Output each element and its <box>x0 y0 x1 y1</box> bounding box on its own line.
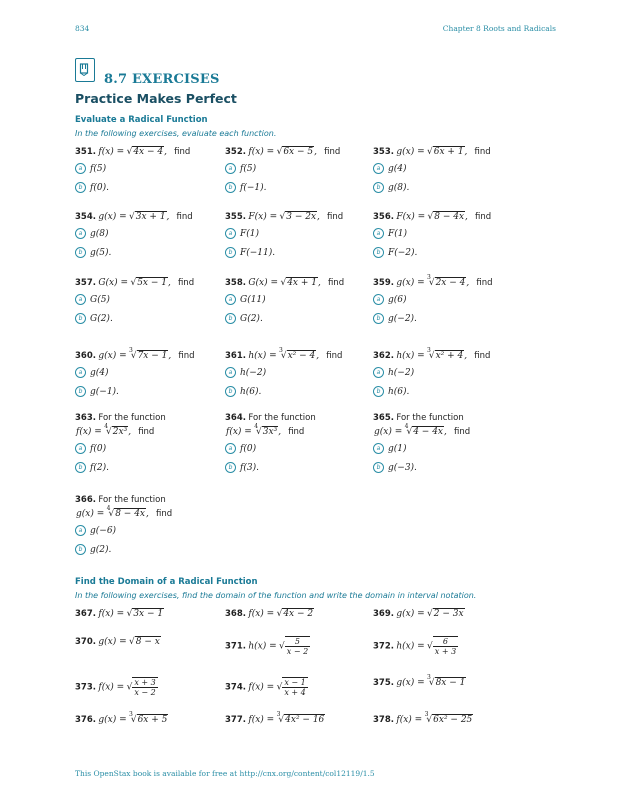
practice-heading: Practice Makes Perfect <box>75 91 237 106</box>
numerator: 6 <box>433 637 458 647</box>
part-b-icon: b <box>225 313 236 324</box>
find-label: find <box>177 278 195 288</box>
part-a-icon: a <box>75 525 86 536</box>
part-b: g(2). <box>90 545 112 555</box>
part-b-icon: b <box>75 386 86 397</box>
exercise-number: 368. <box>225 609 246 619</box>
function-name: g(x) = <box>98 715 127 725</box>
denominator: x − 2 <box>134 688 156 697</box>
exercise-354: 354. g(x) = √3x + 1, find a g(8) b g(5). <box>75 212 193 258</box>
root-index: 4 <box>106 505 111 512</box>
part-b-icon: b <box>373 182 384 193</box>
for-function-label: For the function <box>396 413 464 423</box>
part-b: f(0). <box>90 183 109 193</box>
exercise-number: 351. <box>75 147 96 157</box>
exercise-number: 362. <box>373 351 394 361</box>
section-title: 8.7 EXERCISES <box>104 72 220 87</box>
radicand: 3 − 2x <box>286 212 317 222</box>
part-b: g(−3). <box>388 463 417 473</box>
part-b: F(−2). <box>388 248 418 258</box>
part-b: F(−11). <box>240 248 276 258</box>
part-b: g(−2). <box>388 314 417 324</box>
function-name: g(x) = <box>98 637 127 647</box>
part-a: g(4) <box>90 368 109 378</box>
fraction <box>282 677 307 697</box>
part-a-icon: a <box>225 367 236 378</box>
part-a-icon: a <box>225 294 236 305</box>
part-b-icon: b <box>373 386 384 397</box>
exercise-365: 365. For the function g(x) = $^4$√4 − 4x, find a g(1) b g(−3). <box>373 413 471 473</box>
group2-instruction: In the following exercises, find the domain of the function and write the domain in interval notation. <box>75 591 477 600</box>
part-b-icon: b <box>373 313 384 324</box>
exercise-number: 377. <box>225 715 246 725</box>
exercise-number: 356. <box>373 212 394 222</box>
find-label: find <box>327 212 344 222</box>
part-b-icon: b <box>75 544 86 555</box>
root-index: 3 <box>129 711 133 718</box>
function-name: h(x) = <box>248 351 277 361</box>
radicand: 8 − 4x <box>115 509 146 519</box>
radicand: 4x − 2 <box>283 609 314 619</box>
exercise-368: 368. f(x) = √4x − 2 <box>225 609 314 619</box>
radicand: 5x − 1 <box>137 278 167 288</box>
for-function-label: For the function <box>98 495 166 505</box>
function-name: F(x) = <box>248 212 278 222</box>
fraction <box>433 636 458 656</box>
part-a-icon: a <box>75 294 86 305</box>
root-index: 3 <box>427 347 431 354</box>
part-b-icon: b <box>75 247 86 258</box>
part-a: g(8) <box>90 229 109 239</box>
part-a-icon: a <box>373 443 384 454</box>
exercise-375: 375. g(x) = $^3$√8x − 1 <box>373 674 466 688</box>
part-a-icon: a <box>373 294 384 305</box>
function-name: f(x) = <box>248 147 275 157</box>
function-name: g(x) = <box>374 427 403 437</box>
function-name: f(x) = <box>98 147 125 157</box>
find-label: find <box>178 351 195 361</box>
exercise-number: 363. <box>75 413 96 423</box>
function-name: g(x) = <box>396 678 425 688</box>
exercise-number: 355. <box>225 212 246 222</box>
exercise-number: 353. <box>373 147 394 157</box>
radicand: 4x − 4 <box>133 147 164 157</box>
part-b-icon: b <box>75 313 86 324</box>
exercise-359: 359. g(x) = $^3$√2x − 4, find a g(6) b g(−2). <box>373 274 493 324</box>
part-b: G(2). <box>90 314 113 324</box>
exercise-358: 358. G(x) = √4x + 1, find a G(11) b G(2). <box>225 278 345 324</box>
fraction <box>132 677 157 697</box>
function-name: g(x) = <box>76 509 105 519</box>
group1-instruction: In the following exercises, evaluate each function. <box>75 129 277 138</box>
part-a-icon: a <box>75 367 86 378</box>
exercise-372: 372. h(x) = √ $\frac{6}{x + 3}$ <box>373 637 457 656</box>
part-b: f(−1). <box>240 183 267 193</box>
part-b-icon: b <box>225 462 236 473</box>
exercise-361: 361. h(x) = $^3$√x² − 4, find a h(−2) b h(6). <box>225 347 343 397</box>
function-name: f(x) = <box>98 609 125 619</box>
function-name: h(x) = <box>248 641 277 652</box>
group2-heading: Find the Domain of a Radical Function <box>75 577 258 587</box>
footer-note: This OpenStax book is available for free at http://cnx.org/content/col12119/1.5 <box>75 769 375 778</box>
radicand: 2x − 4 <box>435 278 466 288</box>
part-b: G(2). <box>240 314 263 324</box>
pencil-icon <box>75 58 95 82</box>
root-index: 3 <box>424 711 429 718</box>
find-label: find <box>174 147 191 157</box>
exercise-351: 351. f(x) = √4x − 4, find a f(5) b f(0). <box>75 147 191 193</box>
function-name: f(x) = <box>248 609 275 619</box>
exercise-number: 369. <box>373 609 394 619</box>
part-a-icon: a <box>225 163 236 174</box>
part-a: f(5) <box>90 164 107 174</box>
part-a: f(0) <box>90 444 107 454</box>
exercise-353: 353. g(x) = √6x + 1, find a g(4) b g(8). <box>373 147 491 193</box>
exercise-364: 364. For the function f(x) = $^4$√3x³, find a f(0) b f(3). <box>225 413 316 473</box>
part-a: F(1) <box>240 229 259 239</box>
function-name: F(x) = <box>396 212 426 222</box>
part-b: g(5). <box>90 248 112 258</box>
radicand: 6x − 5 <box>283 147 314 157</box>
exercise-352: 352. f(x) = √6x − 5, find a f(5) b f(−1). <box>225 147 341 193</box>
radicand: 3x³ <box>262 427 278 437</box>
function-name: g(x) = <box>396 609 425 619</box>
exercise-number: 359. <box>373 278 394 288</box>
exercise-number: 374. <box>225 682 246 693</box>
exercise-362: 362. h(x) = $^3$√x² + 4, find a h(−2) b h(6). <box>373 347 491 397</box>
chapter-title: Chapter 8 Roots and Radicals <box>442 24 556 33</box>
denominator: x + 4 <box>284 688 306 697</box>
radicand: 3x − 1 <box>133 609 164 619</box>
part-a: G(11) <box>240 295 266 305</box>
root-index: 3 <box>276 711 281 718</box>
part-a: g(1) <box>388 444 407 454</box>
exercise-number: 372. <box>373 641 394 652</box>
root-index: 3 <box>427 674 431 681</box>
part-a: g(−6) <box>90 526 117 536</box>
exercise-357: 357. G(x) = √5x − 1, find a G(5) b G(2). <box>75 278 195 324</box>
group1-heading: Evaluate a Radical Function <box>75 115 208 125</box>
part-a: f(0) <box>240 444 257 454</box>
for-function-label: For the function <box>98 413 166 423</box>
exercise-number: 365. <box>373 413 394 423</box>
part-b-icon: b <box>75 182 86 193</box>
exercise-376: 376. g(x) = $^3$√6x + 5 <box>75 711 168 725</box>
radicand: 4 − 4x <box>413 427 444 437</box>
function-name: f(x) = <box>248 682 275 693</box>
radicand: 4x² − 16 <box>285 715 325 725</box>
function-name: g(x) = <box>98 351 127 361</box>
denominator: x − 2 <box>286 647 309 656</box>
numerator: x − 1 <box>284 678 306 687</box>
find-label: find <box>476 278 493 288</box>
part-a-icon: a <box>75 443 86 454</box>
root-index: 4 <box>404 423 409 430</box>
exercise-370: 370. g(x) = √8 − x <box>75 637 160 647</box>
part-a: F(1) <box>388 229 407 239</box>
exercise-number: 358. <box>225 278 246 288</box>
find-label: find <box>138 427 155 437</box>
function-name: h(x) = <box>396 641 425 652</box>
for-function-label: For the function <box>248 413 316 423</box>
function-name: g(x) = <box>396 147 425 157</box>
exercise-355: 355. F(x) = √3 − 2x, find a F(1) b F(−11). <box>225 212 344 258</box>
exercise-number: 375. <box>373 678 394 688</box>
part-a-icon: a <box>373 163 384 174</box>
find-label: find <box>176 212 193 222</box>
part-b-icon: b <box>373 462 384 473</box>
radicand: 6x + 5 <box>137 715 168 725</box>
exercise-371: 371. h(x) = √ $\frac{5}{x - 2}$ <box>225 637 309 656</box>
radicand: 2 − 3x <box>433 609 464 619</box>
part-a-icon: a <box>75 163 86 174</box>
exercise-number: 371. <box>225 641 246 652</box>
find-label: find <box>288 427 305 437</box>
part-b: g(−1). <box>90 387 119 397</box>
radicand: x² − 4 <box>287 351 316 361</box>
denominator: x + 3 <box>434 647 457 656</box>
exercise-369: 369. g(x) = √2 − 3x <box>373 609 464 619</box>
function-name: G(x) = <box>98 278 129 288</box>
numerator: 5 <box>285 637 310 647</box>
part-b-icon: b <box>75 462 86 473</box>
find-label: find <box>326 351 343 361</box>
exercise-number: 376. <box>75 715 96 725</box>
radicand: 7x − 1 <box>137 351 168 361</box>
radicand: 8 − x <box>135 637 160 647</box>
radicand: 6x² − 25 <box>433 715 473 725</box>
exercise-number: 360. <box>75 351 96 361</box>
part-a: g(4) <box>388 164 407 174</box>
part-a: h(−2) <box>388 368 415 378</box>
part-a: f(5) <box>240 164 257 174</box>
part-b-icon: b <box>225 247 236 258</box>
function-name: f(x) = <box>76 427 102 437</box>
radicand: 8x − 1 <box>435 678 466 688</box>
find-label: find <box>474 351 491 361</box>
radicand: 3x + 1 <box>135 212 166 222</box>
page-number: 834 <box>75 24 90 33</box>
exercise-number: 378. <box>373 715 394 725</box>
function-name: f(x) = <box>226 427 252 437</box>
part-a-icon: a <box>225 443 236 454</box>
exercise-number: 352. <box>225 147 246 157</box>
root-index: 3 <box>427 274 431 281</box>
find-label: find <box>453 427 471 437</box>
radicand: 8 − 4x <box>434 212 465 222</box>
find-label: find <box>155 509 173 519</box>
exercise-363: 363. For the function f(x) = $^4$√2x³, find a f(0) b f(2). <box>75 413 166 473</box>
exercise-366: 366. For the function g(x) = $^4$√8 − 4x, find a g(−6) b g(2). <box>75 495 173 555</box>
find-label: find <box>475 212 492 222</box>
function-name: h(x) = <box>396 351 425 361</box>
part-b-icon: b <box>225 182 236 193</box>
exercise-367: 367. f(x) = √3x − 1 <box>75 609 164 619</box>
root-index: 4 <box>254 423 259 430</box>
exercise-number: 366. <box>75 495 96 505</box>
exercise-number: 373. <box>75 682 96 693</box>
exercise-373: 373. f(x) = √ $\frac{x + 3}{x - 2}$ <box>75 678 156 697</box>
exercise-377: 377. f(x) = $^3$√4x² − 16 <box>225 711 325 725</box>
exercise-number: 354. <box>75 212 96 222</box>
part-b: g(8). <box>388 183 410 193</box>
function-name: f(x) = <box>98 682 125 693</box>
exercise-356: 356. F(x) = √8 − 4x, find a F(1) b F(−2). <box>373 212 492 258</box>
find-label: find <box>474 147 491 157</box>
radicand: 2x³ <box>112 427 128 437</box>
exercise-360: 360. g(x) = $^3$√7x − 1, find a g(4) b g(−1). <box>75 347 195 397</box>
radicand: 6x + 1 <box>433 147 464 157</box>
function-name: g(x) = <box>396 278 425 288</box>
root-index: 3 <box>279 347 283 354</box>
function-name: G(x) = <box>248 278 279 288</box>
part-a-icon: a <box>373 228 384 239</box>
find-label: find <box>324 147 341 157</box>
exercise-374: 374. f(x) = √ $\frac{x - 1}{x + 4}$ <box>225 678 306 697</box>
root-index: 3 <box>129 347 133 354</box>
part-a-icon: a <box>225 228 236 239</box>
exercise-number: 367. <box>75 609 96 619</box>
part-b: f(2). <box>90 463 109 473</box>
part-b-icon: b <box>225 386 236 397</box>
function-name: f(x) = <box>396 715 423 725</box>
exercise-number: 361. <box>225 351 246 361</box>
radicand: 4x + 1 <box>287 278 317 288</box>
part-a-icon: a <box>373 367 384 378</box>
exercise-number: 370. <box>75 637 96 647</box>
function-name: f(x) = <box>248 715 275 725</box>
part-b-icon: b <box>373 247 384 258</box>
exercise-number: 357. <box>75 278 96 288</box>
part-a: G(5) <box>90 295 110 305</box>
part-a-icon: a <box>75 228 86 239</box>
exercise-378: 378. f(x) = $^3$√6x² − 25 <box>373 711 473 725</box>
fraction <box>285 636 310 656</box>
part-b: f(3). <box>240 463 259 473</box>
part-b: h(6). <box>388 387 410 397</box>
root-index: 4 <box>104 423 109 430</box>
part-b: h(6). <box>240 387 262 397</box>
radicand: x² + 4 <box>435 351 464 361</box>
part-a: g(6) <box>388 295 407 305</box>
function-name: g(x) = <box>98 212 127 222</box>
numerator: x + 3 <box>134 678 156 687</box>
find-label: find <box>327 278 345 288</box>
exercise-number: 364. <box>225 413 246 423</box>
part-a: h(−2) <box>240 368 267 378</box>
